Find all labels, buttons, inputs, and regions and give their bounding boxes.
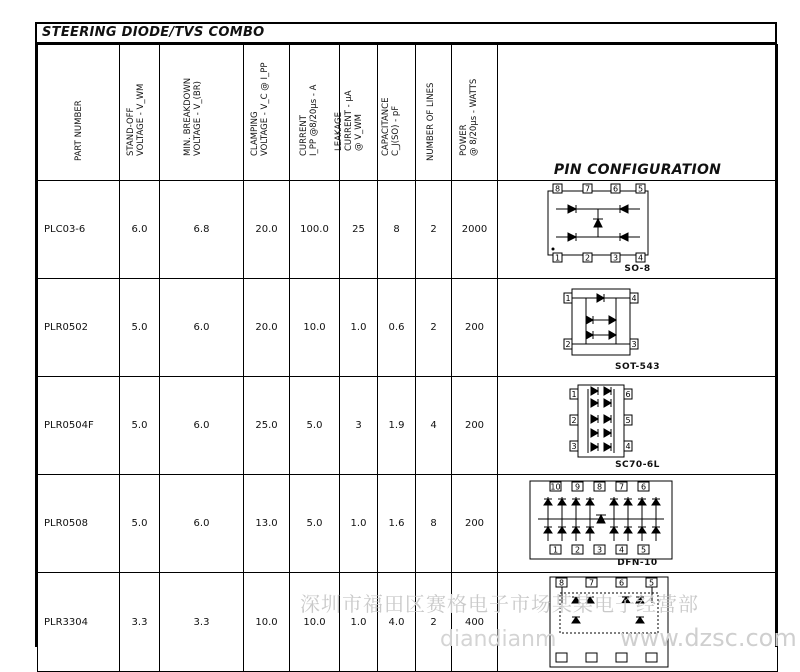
- current-cell: 5.0: [290, 475, 340, 573]
- breakdown-cell: 3.3: [160, 573, 244, 672]
- pin-label: 4: [618, 545, 625, 555]
- standoff-cell: 5.0: [120, 377, 160, 475]
- current-cell: 5.0: [290, 377, 340, 475]
- watermark-chinese: 深圳市福田区赛格电子市场某某电子经营部: [300, 592, 699, 616]
- capacitance-cell: 1.9: [378, 377, 416, 475]
- col-header-sublabel: I_PP @8/20μs - A: [308, 84, 319, 156]
- watermark-partial: diandianm: [440, 627, 557, 652]
- pin-label: 2: [565, 340, 571, 349]
- col-header-sublabel: CURRENT - μA: [344, 90, 355, 151]
- pin-label: 10: [550, 482, 561, 492]
- pin-label: 2: [584, 253, 591, 263]
- power-cell: 200: [452, 279, 498, 377]
- package-label: DFN-10: [617, 558, 658, 568]
- col-header-label: CAPACITANCE: [380, 97, 391, 156]
- power-cell: 400: [452, 573, 498, 672]
- col-header-sublabel: VOLTAGE - V_WM: [135, 83, 146, 156]
- col-header-power: [452, 45, 498, 181]
- col-header-sublabel-2: @ V_WM: [354, 113, 365, 151]
- capacitance-cell: 0.6: [378, 279, 416, 377]
- col-header-capacitance: [378, 45, 416, 181]
- pin-label: 1: [565, 294, 571, 303]
- current-cell: 10.0: [290, 573, 340, 672]
- pin-label: 1: [552, 545, 559, 555]
- pin-label: 8: [554, 184, 561, 194]
- col-header-standoff: [120, 45, 160, 181]
- pin-label: 3: [612, 253, 619, 263]
- clamping-cell: 20.0: [244, 279, 290, 377]
- clamping-cell: 10.0: [244, 573, 290, 672]
- col-header-label: NUMBER OF LINES: [425, 82, 436, 161]
- standoff-cell: 6.0: [120, 181, 160, 279]
- table-title: STEERING DIODE/TVS COMBO: [37, 24, 775, 44]
- standoff-cell: 3.3: [120, 573, 160, 672]
- table-row: [38, 475, 778, 573]
- col-header-label: LEAKAGE: [334, 112, 345, 151]
- pin-label: 1: [571, 390, 577, 399]
- leakage-cell: 3: [340, 377, 378, 475]
- lines-cell: 4: [416, 377, 452, 475]
- col-header-leakage: [334, 45, 378, 181]
- pin-label: 5: [640, 545, 647, 555]
- part-number-cell: PLR0502: [38, 279, 120, 377]
- capacitance-cell: 4.0: [378, 573, 416, 672]
- breakdown-cell: 6.0: [160, 475, 244, 573]
- pin-label: 5: [648, 578, 655, 588]
- pin-label: 6: [618, 578, 625, 588]
- pin-label: 6: [640, 482, 647, 492]
- power-cell: 200: [452, 377, 498, 475]
- col-header-label: MIN. BREAKDOWN: [183, 77, 194, 156]
- pin-label: 8: [558, 578, 565, 588]
- pin-label: 6: [625, 390, 631, 399]
- so8-diagram-cell: [498, 181, 778, 279]
- pin-label: 2: [574, 545, 581, 555]
- col-header-label: PART NUMBER: [73, 100, 84, 161]
- pin-label: 1: [554, 253, 561, 263]
- package-label: SO-8: [624, 264, 651, 274]
- pin-label: 7: [588, 578, 595, 588]
- part-number-cell: PLR0504F: [38, 377, 120, 475]
- breakdown-cell: 6.0: [160, 279, 244, 377]
- lines-cell: 2: [416, 279, 452, 377]
- col-header-sublabel: @ 8/20μs - WATTS: [469, 78, 480, 156]
- col-header-sublabel: VOLTAGE - V_C @ I_PP: [259, 62, 270, 156]
- dfn10-diagram-cell: [498, 475, 778, 573]
- part-number-cell: PLR0508: [38, 475, 120, 573]
- header-row: [38, 45, 778, 181]
- clamping-cell: 20.0: [244, 181, 290, 279]
- standoff-cell: 5.0: [120, 475, 160, 573]
- col-header-current: [290, 45, 340, 181]
- lines-cell: 2: [416, 181, 452, 279]
- pin-label: 5: [625, 416, 631, 425]
- table-row: [38, 279, 778, 377]
- pin-label: 5: [637, 184, 644, 194]
- lines-cell: 2: [416, 573, 452, 672]
- spec-table: [37, 44, 778, 672]
- col-header-clamping: [244, 45, 290, 181]
- sc70-diagram-cell: [498, 377, 778, 475]
- pin-configuration-heading: PIN CONFIGURATION: [498, 45, 778, 181]
- table-row: [38, 377, 778, 475]
- leakage-cell: 1.0: [340, 475, 378, 573]
- watermark-url: www.dzsc.com: [620, 624, 797, 652]
- pin-label: 7: [618, 482, 625, 492]
- part-number-cell: PLR3304: [38, 573, 120, 672]
- package-label: SOT-543: [615, 362, 660, 372]
- table-row: [38, 181, 778, 279]
- leakage-cell: 25: [340, 181, 378, 279]
- col-header-label: CURRENT: [298, 115, 309, 156]
- pin-label: 3: [571, 442, 577, 451]
- pin-label: 9: [574, 482, 581, 492]
- pin-label: 4: [631, 294, 637, 303]
- clamping-cell: 13.0: [244, 475, 290, 573]
- pin-label: 8: [596, 482, 603, 492]
- col-header-label: CLAMPING: [249, 111, 260, 156]
- leakage-cell: 1.0: [340, 573, 378, 672]
- pin-label: 4: [625, 442, 631, 451]
- power-cell: 200: [452, 475, 498, 573]
- package-label: SC70-6L: [615, 460, 660, 470]
- power-cell: 2000: [452, 181, 498, 279]
- spec-table-frame: [35, 22, 777, 647]
- part-number-cell: PLC03-6: [38, 181, 120, 279]
- capacitance-cell: 8: [378, 181, 416, 279]
- breakdown-cell: 6.0: [160, 377, 244, 475]
- pin-label: 3: [596, 545, 603, 555]
- pin-label: 3: [631, 340, 637, 349]
- col-header-lines: [416, 45, 452, 181]
- breakdown-cell: 6.8: [160, 181, 244, 279]
- pin-label: 2: [571, 416, 577, 425]
- lines-cell: 8: [416, 475, 452, 573]
- col-header-label: POWER: [459, 124, 470, 156]
- pin-label: 4: [637, 253, 644, 263]
- clamping-cell: 25.0: [244, 377, 290, 475]
- current-cell: 10.0: [290, 279, 340, 377]
- sot543-diagram-cell: [498, 279, 778, 377]
- pin-label: 6: [612, 184, 619, 194]
- col-header-sublabel: C_J(SO) - pF: [390, 105, 401, 156]
- current-cell: 100.0: [290, 181, 340, 279]
- capacitance-cell: 1.6: [378, 475, 416, 573]
- col-header-label: STAND-OFF: [125, 107, 136, 156]
- leakage-cell: 1.0: [340, 279, 378, 377]
- col-header-sublabel: VOLTAGE - V_(BR): [193, 81, 204, 156]
- col-header-breakdown: [160, 45, 244, 181]
- standoff-cell: 5.0: [120, 279, 160, 377]
- pin-label: 7: [584, 184, 591, 194]
- col-header-part-number: [38, 45, 120, 181]
